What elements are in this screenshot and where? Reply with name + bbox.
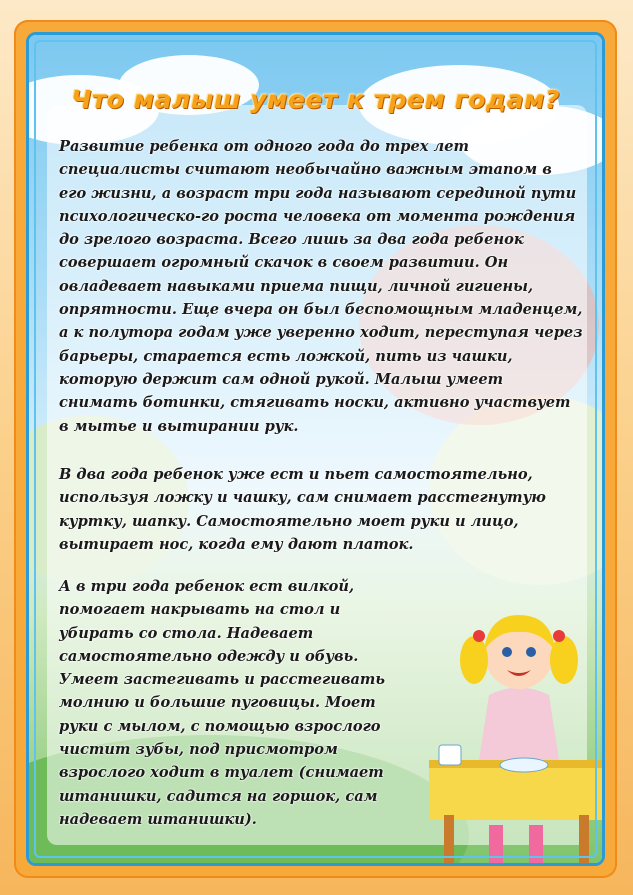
paragraph-text: В два года ребенок уже ест и пьет самостоятельно, используя ложку и чашку, сам снимает расстегнутую куртку, шапку. Самостоятельно моет руки и лицо, вытирает нос, когда ему дают платок. [59,466,546,553]
girl-pigtail [460,636,488,684]
girl-leg [529,825,543,866]
paragraph-2 [59,463,583,556]
paragraph-text: А в три года ребенок ест вилкой, помогает накрывать на стол и убирать со стола. Надевает самостоятельно одежду и обувь. Умеет застегивать и расстегивать молнию и большие пуговицы. Моет руки с мылом, с помощью взрослого чистит зубы, под присмотром взрослого ходит в туалет (снимает штанишки, садится на горшок, сам надевает штанишки). [59,578,385,828]
girl-leg [489,825,503,866]
hair-bow [553,630,565,642]
plate [500,758,548,772]
girl-eye [502,647,512,657]
inner-frame [26,32,605,866]
page-title: Что малыш умеет к трем годам? [71,85,560,114]
girl-illustration [429,600,605,866]
hair-bow [473,630,485,642]
paragraph-text: Развитие ребенка от одного года до трех лет специалисты считают необычайно важным этапом в его жизни, а возраст три года называют серединой пути психологическо-го роста человека от момента рождения до зрелого возраста. Всего лишь за два года ребенок совершает огромный скачок в своем развитии. Он овладевает навыками приема пищи, личной гигиены, опрятности. Еще вчера он был беспомощным младенцем, а к полутора годам уже уверенно ходит, переступая через барьеры, старается есть ложкой, пить из чашки, которую держит сам одной рукой. Малыш умеет снимать ботинки, стягивать носки, активно участвует в мытье и вытирании рук. [59,138,583,435]
table-leg [444,815,454,866]
girl-eye [526,647,536,657]
girl-dress [479,688,559,761]
table-leg [579,815,589,866]
cup [439,745,461,765]
paragraph-1 [59,135,583,438]
girl-pigtail [550,636,578,684]
